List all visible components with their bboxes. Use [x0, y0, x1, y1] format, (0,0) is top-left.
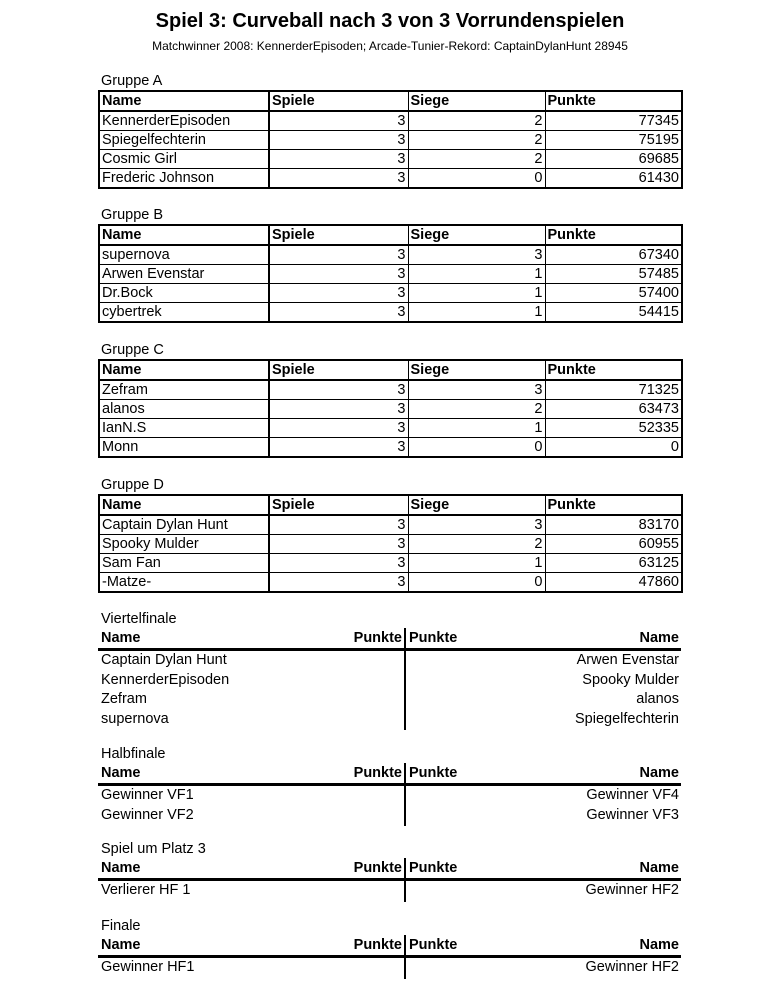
cell-punkte: 69685: [545, 150, 682, 169]
cell-punkte: 60955: [545, 535, 682, 554]
cell-punkte: 57485: [545, 265, 682, 284]
player-left: supernova: [101, 710, 169, 727]
cell-spiele: 3: [269, 438, 408, 458]
round-header: [98, 858, 681, 881]
cell-siege: 1: [408, 265, 545, 284]
round-header: [98, 628, 681, 651]
group-label: Gruppe A: [101, 73, 163, 89]
table-header-row: [99, 225, 682, 245]
cell-name: Monn: [99, 438, 269, 458]
player-left: Gewinner VF1: [101, 787, 194, 803]
table-header-row: [99, 495, 682, 515]
cell-name: Frederic Johnson: [99, 169, 269, 189]
column-header: Spiele: [269, 360, 408, 380]
group-table: [98, 224, 683, 323]
group-label: Gruppe C: [101, 342, 164, 358]
table-header-row: [99, 360, 682, 380]
column-header: Spiele: [269, 225, 408, 245]
page-subtitle: Matchwinner 2008: KennerderEpisoden; Arcade-Tunier-Rekord: CaptainDylanHunt 28945: [152, 39, 628, 53]
cell-name: Zefram: [99, 380, 269, 400]
knockout-round: [98, 917, 681, 978]
cell-siege: 0: [408, 438, 545, 458]
header-name-right: Name: [639, 630, 679, 646]
knockout-round: [98, 745, 681, 825]
header-points-left: Punkte: [353, 630, 402, 646]
column-header: Punkte: [545, 495, 682, 515]
cell-siege: 2: [408, 400, 545, 419]
cell-name: IanN.S: [99, 419, 269, 438]
player-right: Gewinner VF3: [586, 806, 679, 823]
player-right: Spooky Mulder: [582, 671, 679, 688]
column-header: Punkte: [545, 91, 682, 111]
column-header: Name: [99, 91, 269, 111]
column-header: Siege: [408, 495, 545, 515]
header-points-right: Punkte: [409, 860, 458, 876]
cell-name: KennerderEpisoden: [99, 111, 269, 131]
match-row: [98, 881, 681, 901]
match-row: [98, 671, 681, 691]
cell-spiele: 3: [269, 400, 408, 419]
column-divider: [404, 958, 406, 979]
cell-punkte: 61430: [545, 169, 682, 189]
column-header: Spiele: [269, 495, 408, 515]
header-points-right: Punkte: [409, 937, 458, 953]
round-header: [98, 763, 681, 786]
cell-punkte: 47860: [545, 573, 682, 593]
column-header: Siege: [408, 360, 545, 380]
table-row: [99, 303, 682, 323]
table-row: [99, 438, 682, 458]
cell-spiele: 3: [269, 303, 408, 323]
cell-spiele: 3: [269, 131, 408, 150]
player-left: KennerderEpisoden: [101, 671, 230, 688]
cell-punkte: 0: [545, 438, 682, 458]
cell-spiele: 3: [269, 111, 408, 131]
match-row: [98, 651, 681, 671]
match-row: [98, 806, 681, 826]
header-points-left: Punkte: [353, 765, 402, 781]
table-row: [99, 554, 682, 573]
player-left: Gewinner VF2: [101, 806, 194, 823]
knockout-round: [98, 840, 681, 901]
table-row: [99, 419, 682, 438]
player-right: Arwen Evenstar: [576, 652, 679, 668]
cell-spiele: 3: [269, 419, 408, 438]
table-row: [99, 245, 682, 265]
table-row: [99, 284, 682, 303]
group-table: [98, 90, 683, 189]
cell-spiele: 3: [269, 150, 408, 169]
cell-siege: 1: [408, 419, 545, 438]
round-matches: [98, 958, 681, 978]
cell-spiele: 3: [269, 380, 408, 400]
round-header: [98, 935, 681, 958]
cell-punkte: 67340: [545, 245, 682, 265]
group-table: [98, 494, 683, 593]
round-matches: [98, 786, 681, 825]
round-label: Halbfinale: [101, 746, 166, 762]
header-name-left: Name: [101, 630, 141, 646]
cell-spiele: 3: [269, 554, 408, 573]
cell-punkte: 54415: [545, 303, 682, 323]
cell-punkte: 63473: [545, 400, 682, 419]
page-title: Spiel 3: Curveball nach 3 von 3 Vorrundenspielen: [155, 10, 625, 32]
cell-name: cybertrek: [99, 303, 269, 323]
group-section: [98, 73, 681, 189]
round-matches: [98, 651, 681, 729]
column-header: Name: [99, 225, 269, 245]
cell-siege: 2: [408, 150, 545, 169]
column-header: Siege: [408, 225, 545, 245]
table-row: [99, 380, 682, 400]
column-header: Siege: [408, 91, 545, 111]
column-divider: [404, 763, 406, 783]
cell-spiele: 3: [269, 284, 408, 303]
column-header: Punkte: [545, 360, 682, 380]
match-row: [98, 710, 681, 730]
cell-siege: 2: [408, 535, 545, 554]
cell-spiele: 3: [269, 535, 408, 554]
group-label: Gruppe D: [101, 477, 164, 493]
cell-punkte: 75195: [545, 131, 682, 150]
knockout-round: [98, 610, 681, 729]
table-row: [99, 150, 682, 169]
cell-siege: 1: [408, 284, 545, 303]
match-row: [98, 958, 681, 978]
table-row: [99, 535, 682, 554]
cell-name: Captain Dylan Hunt: [99, 515, 269, 535]
cell-punkte: 52335: [545, 419, 682, 438]
table-row: [99, 400, 682, 419]
player-right: Gewinner HF2: [585, 959, 679, 975]
cell-siege: 1: [408, 554, 545, 573]
player-left: Gewinner HF1: [101, 959, 195, 975]
table-header-row: [99, 91, 682, 111]
table-row: [99, 169, 682, 189]
table-row: [99, 515, 682, 535]
table-row: [99, 111, 682, 131]
column-header: Punkte: [545, 225, 682, 245]
header-name-right: Name: [639, 860, 679, 876]
cell-name: Dr.Bock: [99, 284, 269, 303]
cell-spiele: 3: [269, 245, 408, 265]
table-row: [99, 131, 682, 150]
cell-punkte: 71325: [545, 380, 682, 400]
cell-punkte: 57400: [545, 284, 682, 303]
cell-siege: 3: [408, 245, 545, 265]
cell-name: -Matze-: [99, 573, 269, 593]
column-header: Name: [99, 495, 269, 515]
header-name-right: Name: [639, 937, 679, 953]
player-right: Gewinner HF2: [585, 882, 679, 898]
header-name-left: Name: [101, 765, 141, 781]
round-label: Finale: [101, 918, 141, 934]
cell-siege: 0: [408, 169, 545, 189]
cell-siege: 0: [408, 573, 545, 593]
header-points-right: Punkte: [409, 765, 458, 781]
round-label: Spiel um Platz 3: [101, 841, 206, 857]
cell-name: Spiegelfechterin: [99, 131, 269, 150]
cell-punkte: 77345: [545, 111, 682, 131]
header-points-left: Punkte: [353, 937, 402, 953]
header-name-left: Name: [101, 860, 141, 876]
group-section: [98, 207, 681, 323]
cell-name: alanos: [99, 400, 269, 419]
table-row: [99, 573, 682, 593]
cell-siege: 2: [408, 131, 545, 150]
column-divider: [404, 651, 406, 730]
cell-spiele: 3: [269, 265, 408, 284]
match-row: [98, 786, 681, 806]
header-name-left: Name: [101, 937, 141, 953]
group-label: Gruppe B: [101, 207, 164, 223]
column-header: Name: [99, 360, 269, 380]
header-name-right: Name: [639, 765, 679, 781]
header-points-right: Punkte: [409, 630, 458, 646]
cell-name: Cosmic Girl: [99, 150, 269, 169]
player-right: Spiegelfechterin: [575, 710, 679, 727]
player-right: Gewinner VF4: [586, 787, 679, 803]
cell-siege: 3: [408, 380, 545, 400]
column-divider: [404, 786, 406, 826]
column-divider: [404, 628, 406, 648]
player-left: Verlierer HF 1: [101, 882, 191, 898]
round-matches: [98, 881, 681, 901]
cell-name: Sam Fan: [99, 554, 269, 573]
cell-siege: 1: [408, 303, 545, 323]
table-row: [99, 265, 682, 284]
cell-punkte: 63125: [545, 554, 682, 573]
column-divider: [404, 881, 406, 902]
match-row: [98, 690, 681, 710]
player-left: Captain Dylan Hunt: [101, 652, 227, 668]
column-header: Spiele: [269, 91, 408, 111]
cell-spiele: 3: [269, 169, 408, 189]
column-divider: [404, 858, 406, 878]
player-right: alanos: [636, 691, 679, 707]
header-points-left: Punkte: [353, 860, 402, 876]
group-section: [98, 342, 681, 458]
cell-siege: 2: [408, 111, 545, 131]
group-section: [98, 477, 681, 593]
group-table: [98, 359, 683, 458]
column-divider: [404, 935, 406, 955]
cell-spiele: 3: [269, 573, 408, 593]
cell-punkte: 83170: [545, 515, 682, 535]
round-label: Viertelfinale: [101, 611, 177, 627]
cell-name: Spooky Mulder: [99, 535, 269, 554]
cell-name: Arwen Evenstar: [99, 265, 269, 284]
cell-spiele: 3: [269, 515, 408, 535]
player-left: Zefram: [101, 691, 147, 707]
cell-siege: 3: [408, 515, 545, 535]
cell-name: supernova: [99, 245, 269, 265]
